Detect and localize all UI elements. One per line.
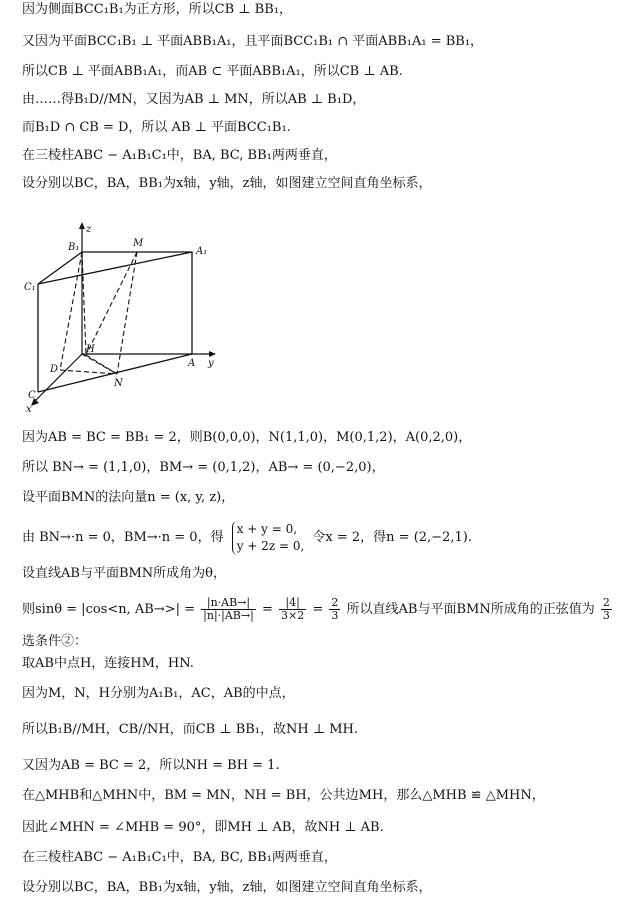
sine-equation-line: 则sinθ = |cos<n, AB→>| = $\frac{|n\cdot AB\to|}{|n|\cdot|AB\to|}$ = $\frac{|4|}{3\times 2}$ = $\frac{2}{3}$ 所以直线AB与平面BMN所成角的正弦值为 $\frac{2}{3}$ [22, 596, 610, 622]
label-x: x [26, 404, 32, 412]
dashed-bn [82, 354, 117, 374]
text-line: 所以 BN→ = (1,1,0)，BM→ = (0,1,2)，AB→ = (0,−2,0)， [22, 460, 385, 475]
text-line: 设分别以BC，BA，BB₁为x轴，y轴，z轴，如图建立空间直角坐标系， [22, 176, 432, 191]
dashed-b1d [60, 252, 82, 370]
label-z: z [86, 224, 92, 235]
label-c1: C₁ [24, 282, 36, 293]
sine-prefix: 则sinθ = |cos<n, AB→>| = [22, 602, 196, 617]
text-line: 设分别以BC，BA，BB₁为x轴，y轴，z轴，如图建立空间直角坐标系， [22, 880, 432, 895]
system-row-1: x + y = 0, [236, 521, 298, 536]
label-d: D [50, 364, 59, 375]
top-back-edge [82, 252, 192, 354]
fraction-3: $\frac{2}{3}$ [331, 596, 339, 622]
text-line: 设平面BMN的法向量n = (x, y, z)， [22, 490, 235, 505]
label-y: y [208, 358, 214, 369]
text-line: 所以B₁B//MH，CB//NH，而CB ⊥ BB₁，故NH ⊥ MH. [22, 722, 358, 737]
equation-suffix: 令x = 2，得n = (2,−2,1). [312, 530, 472, 545]
text-line: 又因为平面BCC₁B₁ ⊥ 平面ABB₁A₁，且平面BCC₁B₁ ∩ 平面ABB₁A₁ = BB₁， [22, 34, 484, 49]
text-line: 而B₁D ∩ CB = D，所以 AB ⊥ 平面BCC₁B₁. [22, 120, 291, 135]
sine-suffix: 所以直线AB与平面BMN所成角的正弦值为 [346, 602, 595, 617]
text-line: 因为AB = BC = BB₁ = 2，则B(0,0,0)，N(1,1,0)，M(0,1,2)，A(0,2,0)， [22, 430, 472, 445]
text-line: 由……得B₁D//MN，又因为AB ⊥ MN，所以AB ⊥ B₁D， [22, 92, 366, 107]
fraction-2: $\frac{|4|}{3\times 2}$ [281, 596, 305, 622]
label-a1: A₁ [196, 246, 208, 257]
text-line: 因为M，N，H分别为A₁B₁，AC，AB的中点， [22, 686, 295, 701]
dashed-mh [86, 252, 137, 355]
z-axis-arrow [79, 222, 85, 229]
text-line: 在△MHB和△MHN中，BM = MN，NH = BH，公共边MH，那么△MHB ≌ △MHN， [22, 788, 545, 803]
text-line: 设直线AB与平面BMN所成角为θ， [22, 566, 227, 581]
x-axis [34, 354, 82, 402]
normal-vector-equation-line [22, 520, 633, 556]
system-row-2: y + 2z = 0, [236, 538, 305, 553]
text-line: 又因为AB = BC = 2，所以NH = BH = 1. [22, 758, 280, 773]
fraction-1: $\frac{|n\cdot AB\to|}{|n|\cdot|AB\to|}$ [203, 596, 254, 622]
fraction-4: $\frac{2}{3}$ [602, 596, 610, 622]
equation-system [232, 521, 305, 555]
label-a: A [188, 358, 196, 369]
label-b1: B₁ [68, 242, 80, 253]
label-c: C [28, 390, 36, 401]
y-axis-arrow [209, 351, 216, 357]
equation-prefix: 由 BN→·n = 0，BM→·n = 0，得 [22, 530, 224, 545]
text-line: 在三棱柱ABC − A₁B₁C₁中，BA, BC, BB₁两两垂直， [22, 148, 337, 163]
text-line: 因为侧面BCC₁B₁为正方形，所以CB ⊥ BB₁， [22, 2, 292, 17]
coordinate-prism-diagram [22, 222, 222, 412]
label-m: M [133, 238, 144, 249]
dashed-dn [60, 370, 117, 374]
dashed-mn [117, 252, 137, 374]
text-line: 在三棱柱ABC − A₁B₁C₁中，BA, BC, BB₁两两垂直， [22, 850, 337, 865]
label-h: H [86, 344, 95, 355]
text-line: 因此∠MHN = ∠MHB = 90°，即MH ⊥ AB，故NH ⊥ AB. [22, 820, 384, 835]
text-line: 取AB中点H，连接HM，HN. [22, 656, 194, 671]
text-line: 所以CB ⊥ 平面ABB₁A₁，而AB ⊂ 平面ABB₁A₁，所以CB ⊥ AB. [22, 64, 403, 79]
section-heading: 选条件②： [22, 634, 88, 649]
label-n: N [114, 378, 123, 389]
